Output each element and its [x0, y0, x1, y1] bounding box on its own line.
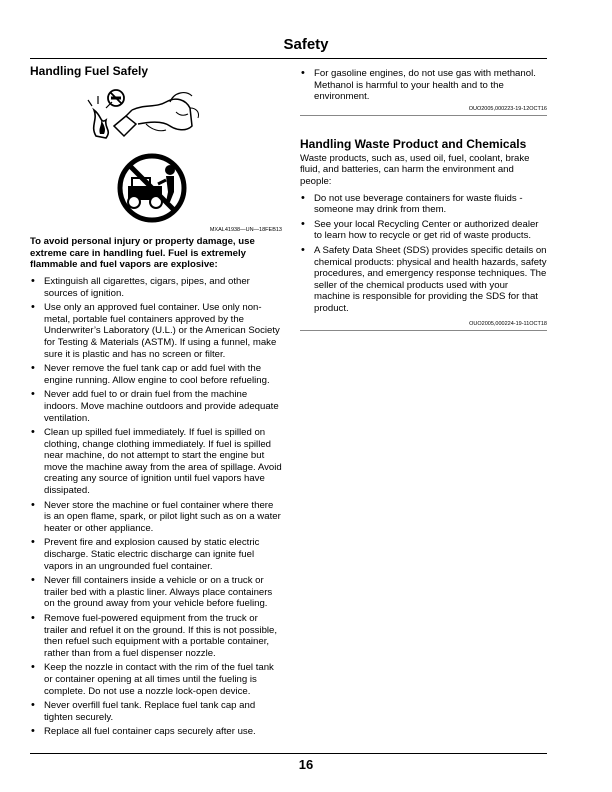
- section-heading-fuel: Handling Fuel Safely: [30, 64, 149, 78]
- header-rule: [30, 58, 547, 59]
- fuel-warning: To avoid personal injury or property damage, use extreme care in handling fuel. Fuel is extremely flammable and fuel vapors are explosive:: [30, 236, 255, 271]
- list-item: • For gasoline engines, do not use gas with methanol. Methanol is harmful to your health and to the environment.: [300, 68, 547, 103]
- right-column: [300, 64, 547, 331]
- fuel-safety-list: [30, 276, 282, 738]
- fuel-fire-illustration: [86, 86, 282, 148]
- waste-intro: Waste products, such as, used oil, fuel, coolant, brake fluid, and batteries, can harm the environment and people:: [300, 152, 530, 187]
- list-item: • Never remove the fuel tank cap or add fuel with the engine running. Allow engine to cool before refueling.: [30, 363, 282, 386]
- list-item: • Use only an approved fuel container. Use only non-metal, portable fuel containers approved by the Underwriter’s Laboratory (U.L.) or the American Society for Testing & Materials (ASTM). If using a funnel, make sure it is plastic and has no screen or filter.: [30, 302, 282, 360]
- list-item: • Never store the machine or fuel container where there is an open flame, spark, or pilot light such as on a water heater or other appliance.: [30, 500, 282, 535]
- figure-reference: MXAL41938—UN—18FEB13: [209, 227, 282, 234]
- list-item: • Extinguish all cigarettes, cigars, pipes, and other sources of ignition.: [30, 276, 282, 299]
- list-item: • Do not use beverage containers for waste fluids - someone may drink from them.: [300, 193, 547, 216]
- list-item: • Remove fuel-powered equipment from the truck or trailer and refuel it on the ground. If this is not possible, then refuel such equipment with a portable container, rather than from a fuel dispenser nozzle.: [30, 613, 282, 659]
- left-column: [30, 64, 282, 741]
- list-item: • Never fill containers inside a vehicle or on a truck or trailer bed with a plastic liner. Always place containers on the ground away from your vehicle before fueling.: [30, 575, 282, 610]
- list-item: • Never add fuel to or drain fuel from the machine indoors. Move machine outdoors and provide adequate ventilation.: [30, 389, 282, 424]
- section-heading-waste: Handling Waste Product and Chemicals: [300, 136, 527, 151]
- list-item: • Never overfill fuel tank. Replace fuel tank cap and tighten securely.: [30, 700, 282, 723]
- no-indoor-refuel-illustration: [116, 152, 282, 228]
- page-title: Safety: [283, 36, 329, 53]
- refuel-fire-icon: [86, 86, 206, 144]
- section-divider: [300, 330, 547, 331]
- footer-rule: [30, 753, 547, 754]
- list-item: • Clean up spilled fuel immediately. If fuel is spilled on clothing, change clothing immediately. If fuel is spilled near machine, do not attempt to start the engine but move the machine away from the area of spillage. Avoid creating any source of ignition until fuel vapors have dissipated.: [30, 427, 282, 497]
- doc-reference: OUO2005,000223-19-12OCT16: [468, 105, 547, 112]
- section-divider: [300, 115, 547, 116]
- doc-reference: OUO2005,000224-19-11OCT18: [469, 320, 547, 327]
- list-item: • Prevent fire and explosion caused by static electric discharge. Static electric discharge can ignite fuel vapors in an ungrounded fuel container.: [30, 537, 282, 572]
- methanol-list: [300, 68, 547, 103]
- list-item: • See your local Recycling Center or authorized dealer to learn how to recycle or get rid of waste products.: [300, 219, 547, 242]
- page-number: 16: [298, 757, 314, 772]
- list-item: • Keep the nozzle in contact with the rim of the fuel tank or container opening at all times until the fueling is complete. Do not use a nozzle lock-open device.: [30, 662, 282, 697]
- prohibition-icon: [116, 152, 188, 224]
- list-item: • A Safety Data Sheet (SDS) provides specific details on chemical products: physical and health hazards, safety procedures, and emergency response techniques. The seller of the chemical products used with your machine is responsible for providing the SDS for that product.: [300, 245, 547, 315]
- list-item: • Replace all fuel container caps securely after use.: [30, 726, 282, 738]
- waste-list: [300, 193, 547, 315]
